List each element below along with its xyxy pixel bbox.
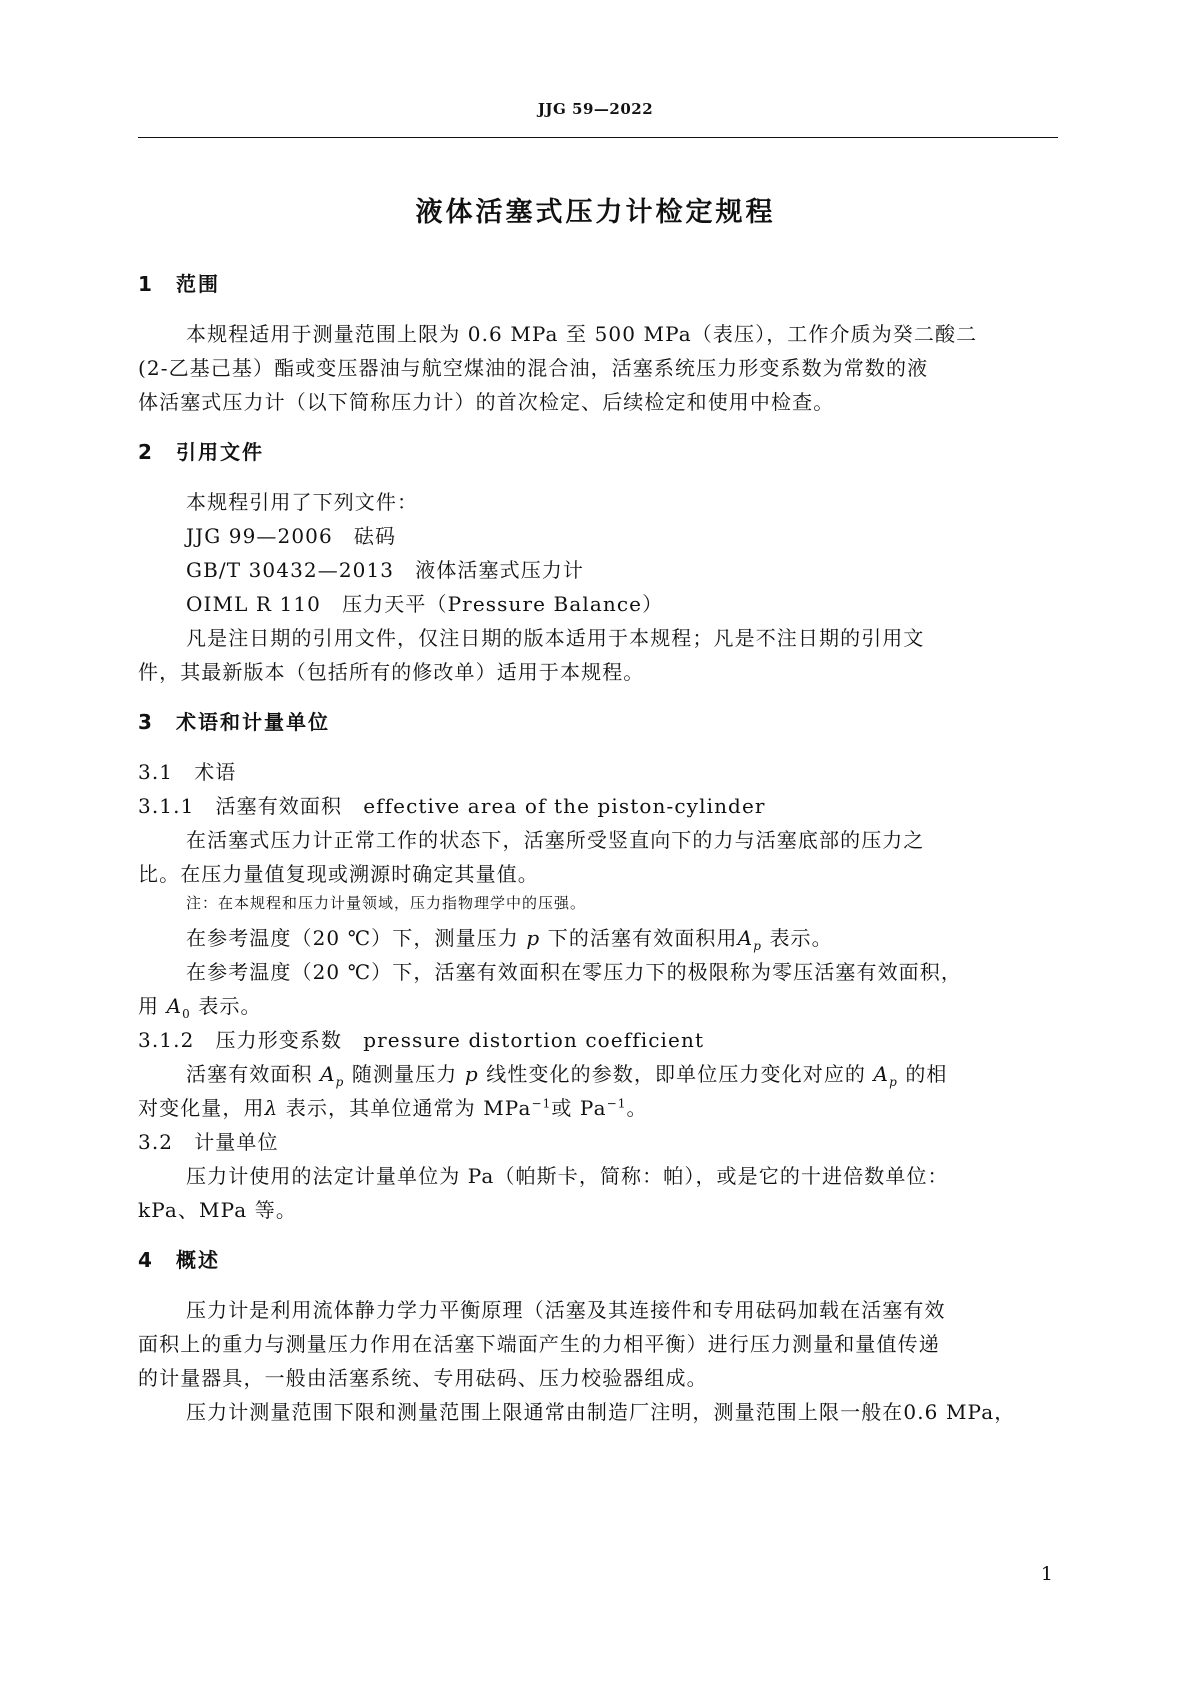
paragraph-line: 压力计使用的法定计量单位为 Pa（帕斯卡，简称：帕），或是它的十进倍数单位：	[186, 1164, 949, 1188]
section-4-heading	[138, 1244, 220, 1273]
text-run: 随测量压力	[351, 1062, 458, 1086]
paragraph-line: 体活塞式压力计（以下简称压力计）的首次检定、后续检定和使用中检查。	[138, 390, 835, 414]
symbol-lambda: λ	[264, 1096, 279, 1120]
text-run: 表示。	[769, 926, 833, 950]
subsection-3-1-heading: 3.1 术语	[138, 760, 237, 784]
section-number: 2	[138, 440, 154, 464]
symbol-subscript: 0	[182, 1007, 191, 1021]
reference-item: JJG 99—2006 砝码	[186, 524, 397, 548]
text-run: 的相	[905, 1062, 948, 1086]
paragraph-line: 压力计测量范围下限和测量范围上限通常由制造厂注明，测量范围上限一般在0.6 MPa，	[186, 1400, 1016, 1424]
symbol-A: A	[320, 1062, 336, 1086]
symbol-A: A	[873, 1062, 890, 1086]
text-run: 下的活塞有效面积用	[547, 926, 738, 950]
symbol-subscript: p	[753, 939, 762, 953]
paragraph-line: 本规程引用了下列文件：	[186, 490, 419, 514]
document-title: 液体活塞式压力计检定规程	[415, 197, 776, 228]
subsection-3-1-1-heading: 3.1.1 活塞有效面积 effective area of the piston-cylinder	[138, 794, 766, 818]
symbol-subscript: p	[889, 1075, 898, 1089]
section-1-heading	[138, 268, 220, 297]
text-run: 活塞有效面积	[186, 1062, 313, 1086]
symbol-subscript: p	[335, 1075, 345, 1089]
superscript: −1	[531, 1096, 552, 1111]
section-number: 1	[138, 272, 154, 296]
paragraph-line: 本规程适用于测量范围上限为 0.6 MPa 至 500 MPa（表压），工作介质为癸二酸二	[186, 322, 978, 346]
text-run: 在参考温度（20 ℃）下，测量压力	[186, 926, 519, 950]
paragraph-line	[138, 990, 262, 1021]
subsection-3-2-heading: 3.2 计量单位	[138, 1130, 279, 1154]
text-run: 表示，其单位通常为 MPa	[285, 1096, 532, 1120]
paragraph-line: kPa、MPa 等。	[138, 1198, 297, 1222]
symbol-p: p	[526, 926, 541, 950]
symbol-A: A	[737, 926, 754, 950]
paragraph-line: 件，其最新版本（包括所有的修改单）适用于本规程。	[138, 660, 645, 684]
paragraph-line: 面积上的重力与测量压力作用在活塞下端面产生的力相平衡）进行压力测量和量值传递	[138, 1332, 940, 1356]
note-line: 注：在本规程和压力计量领域，压力指物理学中的压强。	[186, 894, 587, 912]
section-title: 引用文件	[176, 440, 264, 464]
paragraph-line	[138, 1092, 648, 1121]
paragraph-line: 比。在压力量值复现或溯源时确定其量值。	[138, 862, 539, 886]
paragraph-line: 压力计是利用流体静力学力平衡原理（活塞及其连接件和专用砝码加载在活塞有效	[186, 1298, 946, 1322]
section-title: 范围	[176, 272, 220, 296]
section-3-heading	[138, 706, 330, 735]
section-number: 4	[138, 1248, 154, 1272]
paragraph-line: 在参考温度（20 ℃）下，活塞有效面积在零压力下的极限称为零压活塞有效面积，	[186, 960, 962, 984]
paragraph-line: 凡是注日期的引用文件，仅注日期的版本适用于本规程；凡是不注日期的引用文	[186, 626, 925, 650]
section-2-heading	[138, 436, 264, 465]
page-number: 1	[1040, 1563, 1053, 1585]
text-run: 线性变化的参数，即单位压力变化对应的	[486, 1062, 867, 1086]
subsection-3-1-2-heading: 3.1.2 压力形变系数 pressure distortion coefficient	[138, 1028, 705, 1052]
running-header: JJG 59—2022	[537, 100, 654, 118]
superscript: −1	[606, 1096, 627, 1111]
paragraph-line	[186, 922, 833, 953]
paragraph-line: 的计量器具，一般由活塞系统、专用砝码、压力校验器组成。	[138, 1366, 708, 1390]
symbol-p: p	[464, 1062, 479, 1086]
header-rule	[138, 137, 1058, 138]
symbol-A: A	[166, 994, 183, 1018]
text-run: 用	[138, 994, 160, 1018]
section-title: 概述	[176, 1248, 220, 1272]
section-title: 术语和计量单位	[176, 710, 330, 734]
section-number: 3	[138, 710, 154, 734]
text-run: 表示。	[198, 994, 262, 1018]
text-run: 或 Pa	[551, 1096, 607, 1120]
paragraph-line: 在活塞式压力计正常工作的状态下，活塞所受竖直向下的力与活塞底部的压力之	[186, 828, 925, 852]
text-run: 对变化量，用	[138, 1096, 265, 1120]
reference-item: OIML R 110 压力天平（Pressure Balance）	[186, 592, 664, 616]
reference-item: GB/T 30432—2013 液体活塞式压力计	[186, 558, 585, 582]
paragraph-line	[186, 1058, 948, 1089]
paragraph-line: (2-乙基己基）酯或变压器油与航空煤油的混合油，活塞系统压力形变系数为常数的液	[138, 356, 929, 380]
text-run: 。	[626, 1096, 648, 1120]
